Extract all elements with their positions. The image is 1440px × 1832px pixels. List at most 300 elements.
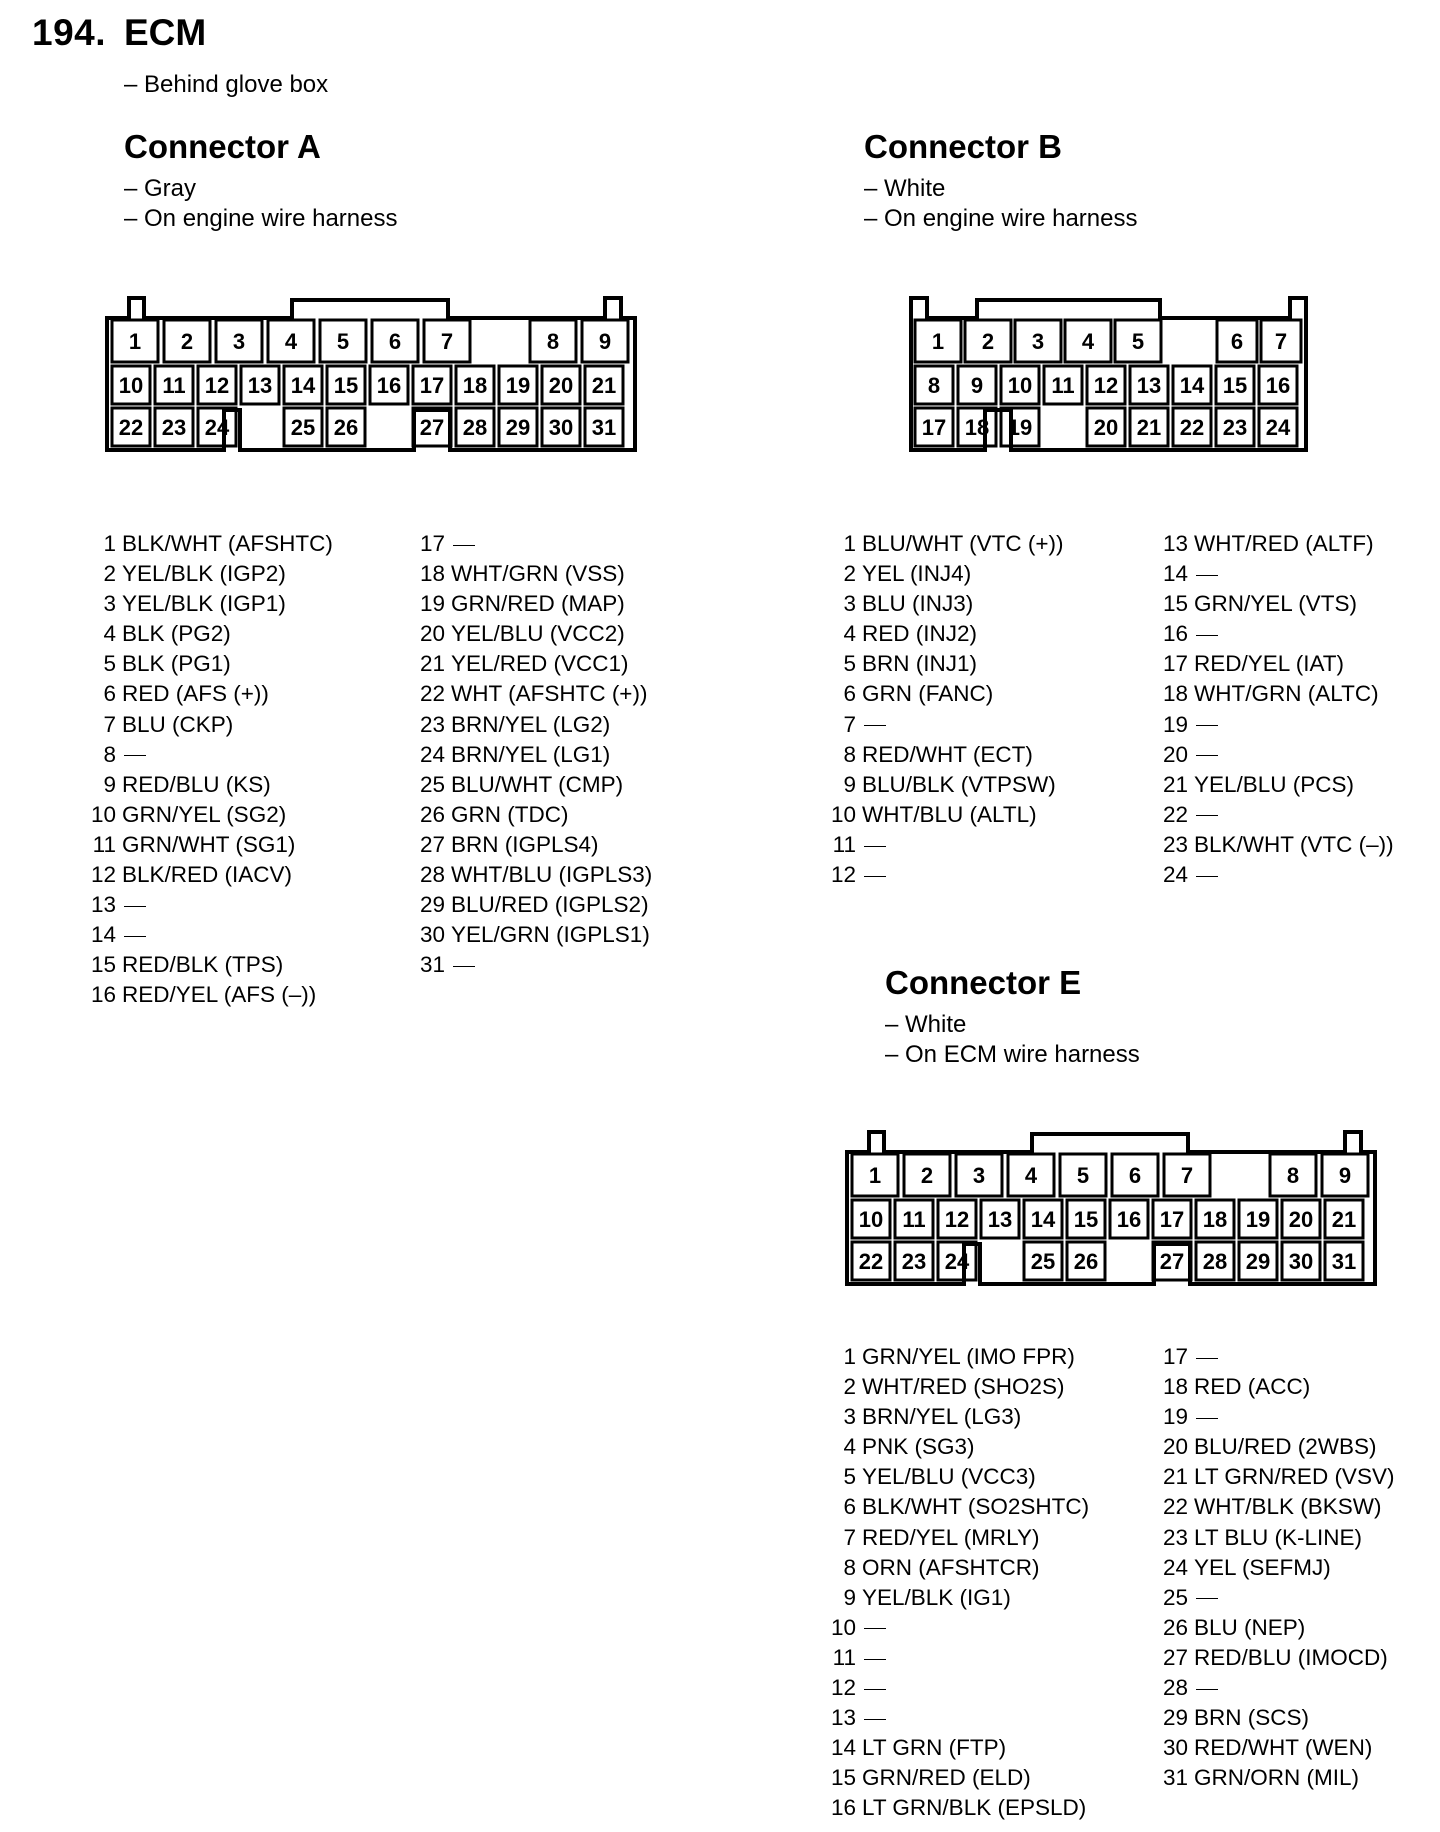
pin-number: 11 <box>832 1644 856 1670</box>
pin-entry <box>415 529 652 559</box>
pin-number: 19 <box>1162 1404 1188 1430</box>
pin-wire: RED/YEL (AFS (–)) <box>122 982 317 1008</box>
pin-number: 9 <box>103 771 116 797</box>
pin-entry <box>826 649 1063 679</box>
unused-pin-dash <box>864 1659 886 1660</box>
pin-number: 13 <box>90 892 116 918</box>
pin-wire: LT GRN/BLK (EPSLD) <box>862 1795 1087 1821</box>
pin-a-2: 2 <box>180 329 194 354</box>
pin-entry <box>1158 770 1394 800</box>
pin-number: 10 <box>90 801 116 827</box>
unused-pin-dash <box>453 545 475 546</box>
pin-a-6: 6 <box>388 329 402 354</box>
unused-pin-dash <box>124 906 146 907</box>
pin-number: 2 <box>843 1374 856 1400</box>
pin-wire: WHT/RED (SHO2S) <box>862 1374 1065 1400</box>
pin-number: 12 <box>90 862 116 888</box>
pin-a-14: 14 <box>290 373 316 398</box>
pin-number: 5 <box>843 1464 856 1490</box>
pin-number: 6 <box>103 681 116 707</box>
pin-e-25: 25 <box>1030 1249 1056 1274</box>
pin-wire: BLK (PG1) <box>122 651 231 677</box>
pin-b-14: 14 <box>1179 373 1205 398</box>
pin-wire: YEL/BLK (IGP2) <box>122 561 286 587</box>
pin-number: 29 <box>419 892 445 918</box>
pin-number: 18 <box>419 561 445 587</box>
pin-number: 30 <box>1162 1735 1188 1761</box>
pin-entry <box>826 740 1063 770</box>
pin-b-17: 17 <box>921 415 947 440</box>
pin-b-16: 16 <box>1265 373 1291 398</box>
pin-entry <box>826 1372 1089 1402</box>
pin-e-29: 29 <box>1245 1249 1271 1274</box>
pin-b-15: 15 <box>1222 373 1248 398</box>
pin-wire: BLU/WHT (CMP) <box>451 771 624 797</box>
pin-number: 19 <box>1162 711 1188 737</box>
pin-a-12: 12 <box>204 373 230 398</box>
pin-number: 19 <box>419 591 445 617</box>
pin-number: 1 <box>843 1344 856 1369</box>
pin-number: 7 <box>103 711 116 737</box>
connector-a-pin-list-2 <box>415 529 652 980</box>
pin-entry <box>1158 1432 1394 1462</box>
pin-number: 12 <box>830 1675 856 1701</box>
pin-e-4: 4 <box>1024 1163 1038 1188</box>
pin-a-15: 15 <box>333 373 359 398</box>
pin-wire: BLU/RED (2WBS) <box>1194 1434 1377 1460</box>
pin-wire: WHT/GRN (ALTC) <box>1194 681 1379 707</box>
pin-number: 4 <box>103 621 116 647</box>
pin-number: 21 <box>1162 771 1188 797</box>
pin-entry <box>1158 1673 1394 1703</box>
pin-entry <box>415 679 652 709</box>
pin-entry <box>1158 589 1394 619</box>
pin-wire: BLK/RED (IACV) <box>122 862 293 888</box>
pin-entry <box>1158 649 1394 679</box>
pin-number: 31 <box>1162 1765 1188 1791</box>
pin-number: 21 <box>419 651 445 677</box>
pin-b-23: 23 <box>1222 415 1248 440</box>
connector-e-title: Connector E <box>885 964 1082 1001</box>
pin-b-7: 7 <box>1274 329 1288 354</box>
pin-entry <box>826 1703 1089 1733</box>
pin-a-31: 31 <box>591 415 617 440</box>
pin-entry <box>1158 1643 1394 1673</box>
pin-number: 29 <box>1162 1705 1188 1731</box>
unused-pin-dash <box>864 876 886 877</box>
pin-wire: GRN/YEL (IMO FPR) <box>862 1344 1075 1369</box>
pin-wire: GRN/YEL (SG2) <box>122 801 287 827</box>
pin-entry <box>826 679 1063 709</box>
pin-b-22: 22 <box>1179 415 1205 440</box>
pin-entry <box>415 920 652 950</box>
pin-number: 21 <box>1162 1464 1188 1490</box>
pin-a-3: 3 <box>232 329 246 354</box>
pin-entry <box>86 890 333 920</box>
pin-wire: BRN/YEL (LG1) <box>451 741 611 767</box>
pin-number: 16 <box>1162 621 1188 647</box>
pin-entry <box>86 860 333 890</box>
pin-number: 24 <box>1162 862 1188 888</box>
pin-entry <box>86 619 333 649</box>
pin-wire: WHT/BLK (BKSW) <box>1194 1494 1382 1520</box>
pin-entry <box>826 1643 1089 1673</box>
pin-a-26: 26 <box>333 415 359 440</box>
pin-number: 14 <box>90 922 116 948</box>
pin-entry <box>1158 800 1394 830</box>
pin-entry <box>415 619 652 649</box>
pin-e-31: 31 <box>1331 1249 1357 1274</box>
pin-wire: LT GRN/RED (VSV) <box>1194 1464 1395 1490</box>
unused-pin-dash <box>864 1628 886 1629</box>
pin-a-16: 16 <box>376 373 402 398</box>
pin-wire: GRN/YEL (VTS) <box>1194 591 1357 617</box>
location-note: – Behind glove box <box>124 71 329 98</box>
unused-pin-dash <box>1196 755 1218 756</box>
pin-wire: BLU/RED (IGPLS2) <box>451 892 649 918</box>
pin-entry <box>826 1583 1089 1613</box>
pin-entry <box>826 1432 1089 1462</box>
pin-number: 22 <box>1162 801 1188 827</box>
pin-entry <box>826 1613 1089 1643</box>
pin-number: 2 <box>843 561 856 587</box>
pin-wire: GRN/ORN (MIL) <box>1194 1765 1359 1791</box>
pin-entry <box>1158 559 1394 589</box>
pin-a-21: 21 <box>591 373 617 398</box>
pin-entry <box>1158 1523 1394 1553</box>
pin-number: 8 <box>843 741 856 767</box>
pin-e-20: 20 <box>1288 1207 1314 1232</box>
connector-a-diagram <box>100 290 640 460</box>
pin-entry <box>826 770 1063 800</box>
pin-wire: WHT/GRN (VSS) <box>451 561 625 587</box>
pin-entry <box>1158 710 1394 740</box>
pin-entry <box>826 1523 1089 1553</box>
pin-entry <box>1158 830 1394 860</box>
pin-entry <box>415 649 652 679</box>
pin-number: 31 <box>419 952 445 978</box>
pin-entry <box>86 800 333 830</box>
pin-a-24: 24 <box>204 415 230 440</box>
connector-a-location: – On engine wire harness <box>124 205 398 232</box>
pin-b-24: 24 <box>1265 415 1291 440</box>
pin-wire: RED/WHT (WEN) <box>1194 1735 1373 1761</box>
unused-pin-dash <box>1196 725 1218 726</box>
pin-number: 7 <box>843 711 856 737</box>
pin-wire: BLK/WHT (VTC (–)) <box>1194 831 1394 857</box>
pin-e-23: 23 <box>901 1249 927 1274</box>
pin-wire: BLU (NEP) <box>1194 1614 1306 1640</box>
pin-b-19: 19 <box>1007 415 1033 440</box>
pin-number: 12 <box>830 862 856 888</box>
pin-number: 13 <box>830 1705 856 1731</box>
connector-e-pin-list-2 <box>1158 1342 1394 1793</box>
pin-entry <box>415 800 652 830</box>
pin-number: 1 <box>103 531 116 556</box>
pin-entry <box>1158 1613 1394 1643</box>
pin-number: 25 <box>419 771 445 797</box>
connector-b-diagram <box>905 290 1315 460</box>
pin-wire: WHT/RED (ALTF) <box>1194 531 1374 556</box>
pin-entry <box>826 1342 1089 1372</box>
pin-e-7: 7 <box>1180 1163 1194 1188</box>
pin-wire: BLU/WHT (VTC (+)) <box>862 531 1064 556</box>
pin-wire: RED/YEL (MRLY) <box>862 1524 1040 1550</box>
pin-wire: RED/YEL (IAT) <box>1194 651 1345 677</box>
pin-number: 15 <box>830 1765 856 1791</box>
pin-entry <box>826 589 1063 619</box>
pin-a-20: 20 <box>548 373 574 398</box>
pin-wire: BLK/WHT (AFSHTC) <box>122 531 333 556</box>
pin-b-4: 4 <box>1081 329 1095 354</box>
pin-number: 3 <box>843 1404 856 1430</box>
pin-entry <box>86 559 333 589</box>
pin-b-9: 9 <box>970 373 984 398</box>
pin-wire: LT GRN (FTP) <box>862 1735 1007 1761</box>
pin-entry <box>826 1462 1089 1492</box>
pin-b-18: 18 <box>964 415 990 440</box>
pin-wire: BLK/WHT (SO2SHTC) <box>862 1494 1090 1520</box>
pin-entry <box>86 950 333 980</box>
pin-number: 3 <box>843 591 856 617</box>
pin-entry <box>1158 1553 1394 1583</box>
unused-pin-dash <box>124 936 146 937</box>
pin-a-4: 4 <box>284 329 298 354</box>
pin-entry <box>826 1402 1089 1432</box>
connector-b-color: – White <box>864 175 946 202</box>
pin-wire: RED/BLU (KS) <box>122 771 271 797</box>
pin-entry <box>1158 1763 1394 1793</box>
pin-wire: ORN (AFSHTCR) <box>862 1554 1040 1580</box>
pin-number: 22 <box>419 681 445 707</box>
pin-e-27: 27 <box>1159 1249 1185 1274</box>
pin-number: 14 <box>830 1735 856 1761</box>
pin-wire: RED/BLK (TPS) <box>122 952 284 978</box>
unused-pin-dash <box>1196 815 1218 816</box>
unused-pin-dash <box>1196 635 1218 636</box>
pin-number: 11 <box>832 831 856 857</box>
pin-e-16: 16 <box>1116 1207 1142 1232</box>
pin-a-5: 5 <box>336 329 350 354</box>
pin-wire: YEL/BLU (VCC3) <box>862 1464 1036 1490</box>
pin-wire: YEL (INJ4) <box>862 561 972 587</box>
pin-e-5: 5 <box>1076 1163 1090 1188</box>
pin-entry <box>86 589 333 619</box>
pin-wire: BRN (IGPLS4) <box>451 831 599 857</box>
pin-b-6: 6 <box>1230 329 1244 354</box>
pin-wire: GRN (TDC) <box>451 801 569 827</box>
pin-number: 23 <box>419 711 445 737</box>
pin-a-29: 29 <box>505 415 531 440</box>
pin-wire: GRN/RED (MAP) <box>451 591 625 617</box>
pin-wire: BLK (PG2) <box>122 621 231 647</box>
pin-a-10: 10 <box>118 373 144 398</box>
pin-number: 22 <box>1162 1494 1188 1520</box>
connector-a-title: Connector A <box>124 128 321 165</box>
pin-e-1: 1 <box>868 1163 882 1188</box>
connector-a-pin-list-1 <box>86 529 333 1011</box>
pin-entry <box>826 619 1063 649</box>
pin-a-7: 7 <box>440 329 454 354</box>
connector-e-pin-list-1 <box>826 1342 1089 1824</box>
pin-number: 17 <box>419 531 445 556</box>
pin-entry <box>826 1673 1089 1703</box>
pin-number: 23 <box>1162 1524 1188 1550</box>
pin-wire: GRN/WHT (SG1) <box>122 831 296 857</box>
pin-wire: LT BLU (K-LINE) <box>1194 1524 1362 1550</box>
connector-e-diagram <box>840 1124 1380 1294</box>
pin-e-28: 28 <box>1202 1249 1228 1274</box>
connector-e-color: – White <box>885 1011 967 1038</box>
pin-number: 26 <box>419 801 445 827</box>
pin-entry <box>1158 740 1394 770</box>
pin-entry <box>415 559 652 589</box>
pin-entry <box>415 770 652 800</box>
pin-number: 6 <box>843 681 856 707</box>
pin-entry <box>86 679 333 709</box>
section-title: ECM <box>124 12 207 53</box>
pin-a-23: 23 <box>161 415 187 440</box>
pin-a-27: 27 <box>419 415 445 440</box>
pin-entry <box>86 920 333 950</box>
pin-number: 20 <box>419 621 445 647</box>
pin-entry <box>415 950 652 980</box>
unused-pin-dash <box>453 966 475 967</box>
connector-e-location: – On ECM wire harness <box>885 1041 1140 1068</box>
pin-number: 20 <box>1162 1434 1188 1460</box>
pin-entry <box>826 830 1063 860</box>
pin-entry <box>826 860 1063 890</box>
pin-b-8: 8 <box>927 373 941 398</box>
pin-number: 30 <box>419 922 445 948</box>
pin-number: 13 <box>1162 531 1188 556</box>
pin-entry <box>86 740 333 770</box>
pin-wire: YEL/RED (VCC1) <box>451 651 629 677</box>
pin-e-18: 18 <box>1202 1207 1228 1232</box>
unused-pin-dash <box>124 755 146 756</box>
pin-wire: RED (AFS (+)) <box>122 681 269 707</box>
connector-b-pin-list-1 <box>826 529 1063 890</box>
pin-entry <box>826 1763 1089 1793</box>
pin-number: 26 <box>1162 1614 1188 1640</box>
pin-entry <box>86 649 333 679</box>
pin-e-6: 6 <box>1128 1163 1142 1188</box>
pin-entry <box>86 980 333 1010</box>
pin-number: 2 <box>103 561 116 587</box>
pin-entry <box>1158 619 1394 649</box>
unused-pin-dash <box>864 725 886 726</box>
pin-entry <box>415 710 652 740</box>
pin-entry <box>1158 1492 1394 1522</box>
connector-b-title: Connector B <box>864 128 1062 165</box>
pin-entry <box>826 1733 1089 1763</box>
connector-b-location: – On engine wire harness <box>864 205 1138 232</box>
unused-pin-dash <box>1196 575 1218 576</box>
pin-a-28: 28 <box>462 415 488 440</box>
pin-a-11: 11 <box>162 373 186 398</box>
pin-a-17: 17 <box>419 373 445 398</box>
pin-number: 17 <box>1162 1344 1188 1369</box>
pin-wire: WHT (AFSHTC (+)) <box>451 681 648 707</box>
unused-pin-dash <box>1196 1689 1218 1690</box>
pin-wire: RED/WHT (ECT) <box>862 741 1033 767</box>
pin-entry <box>1158 1733 1394 1763</box>
pin-entry <box>1158 1372 1394 1402</box>
pin-entry <box>826 529 1063 559</box>
pin-e-10: 10 <box>858 1207 884 1232</box>
pin-wire: BLU/BLK (VTPSW) <box>862 771 1056 797</box>
pin-b-3: 3 <box>1031 329 1045 354</box>
pin-wire: GRN (FANC) <box>862 681 994 707</box>
pin-wire: YEL/BLK (IGP1) <box>122 591 286 617</box>
unused-pin-dash <box>1196 1358 1218 1359</box>
pin-entry <box>86 529 333 559</box>
pin-entry <box>826 559 1063 589</box>
pin-wire: BRN/YEL (LG2) <box>451 711 611 737</box>
pin-number: 1 <box>843 531 856 556</box>
pin-entry <box>415 890 652 920</box>
pin-b-12: 12 <box>1093 373 1119 398</box>
pin-number: 28 <box>419 862 445 888</box>
pin-a-25: 25 <box>290 415 316 440</box>
pin-wire: YEL/BLK (IG1) <box>862 1584 1011 1610</box>
pin-b-2: 2 <box>981 329 995 354</box>
pin-b-20: 20 <box>1093 415 1119 440</box>
pin-number: 4 <box>843 621 856 647</box>
pin-b-11: 11 <box>1051 373 1075 398</box>
pin-number: 28 <box>1162 1675 1188 1701</box>
pin-number: 5 <box>843 651 856 677</box>
pin-number: 8 <box>843 1554 856 1580</box>
pin-a-30: 30 <box>548 415 574 440</box>
pin-e-12: 12 <box>944 1207 970 1232</box>
pin-b-1: 1 <box>931 329 945 354</box>
pin-number: 24 <box>1162 1554 1188 1580</box>
pin-entry <box>415 830 652 860</box>
pin-number: 15 <box>1162 591 1188 617</box>
pin-e-14: 14 <box>1030 1207 1056 1232</box>
pin-number: 5 <box>103 651 116 677</box>
pin-a-18: 18 <box>462 373 488 398</box>
unused-pin-dash <box>864 846 886 847</box>
pin-wire: WHT/BLU (ALTL) <box>862 801 1037 827</box>
pin-a-1: 1 <box>128 329 142 354</box>
pin-wire: YEL/GRN (IGPLS1) <box>451 922 650 948</box>
pin-wire: BLU (INJ3) <box>862 591 974 617</box>
pin-wire: GRN/RED (ELD) <box>862 1765 1031 1791</box>
pin-wire: YEL (SEFMJ) <box>1194 1554 1331 1580</box>
pin-a-22: 22 <box>118 415 144 440</box>
pin-entry <box>415 589 652 619</box>
pin-number: 18 <box>1162 681 1188 707</box>
pin-entry <box>826 1553 1089 1583</box>
pin-e-26: 26 <box>1073 1249 1099 1274</box>
pin-a-8: 8 <box>546 329 560 354</box>
pin-entry <box>1158 1342 1394 1372</box>
pin-number: 9 <box>843 771 856 797</box>
pin-e-2: 2 <box>920 1163 934 1188</box>
pin-number: 15 <box>90 952 116 978</box>
unused-pin-dash <box>864 1689 886 1690</box>
pin-number: 25 <box>1162 1584 1188 1610</box>
pin-a-19: 19 <box>505 373 531 398</box>
pin-e-13: 13 <box>987 1207 1013 1232</box>
pin-number: 14 <box>1162 561 1188 587</box>
pin-e-11: 11 <box>902 1207 926 1232</box>
pin-entry <box>1158 1583 1394 1613</box>
pin-number: 4 <box>843 1434 856 1460</box>
pin-a-13: 13 <box>247 373 273 398</box>
